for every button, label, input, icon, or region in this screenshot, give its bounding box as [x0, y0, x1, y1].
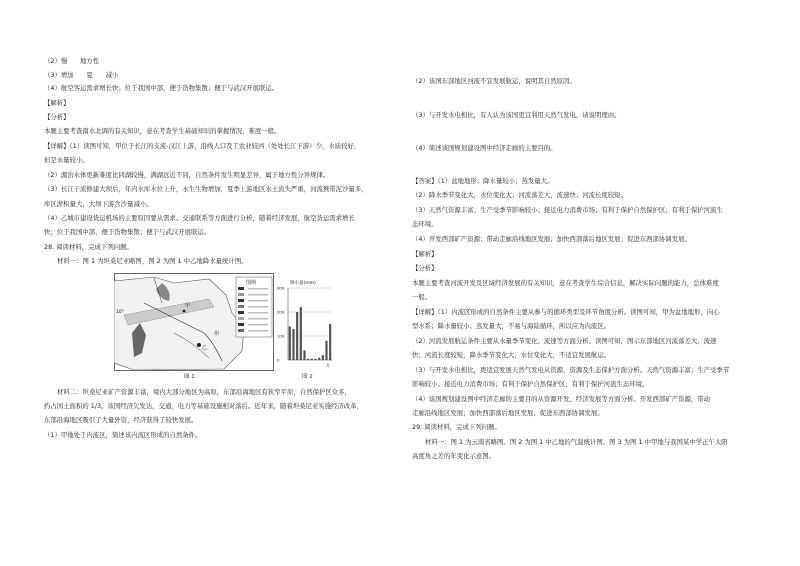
rainfall-chart [276, 278, 334, 370]
detail-3b: 库区淤积量大，大坝下游含沙量减小。 [44, 200, 153, 208]
detail-r-2a: （2）河流发展航运条件主要从水量季节变化、流速等方面分析。读图可知，图示东部地区河流落差大，流速 [412, 337, 717, 345]
bar-month-8 [314, 359, 316, 360]
detail-1: 【详解】（1）读图可知，甲位于长江的支流-汉江上游，沿线人口及工农业较丙（处处长江下游）少，水质较好， [44, 142, 361, 150]
jiexi-heading-2: 【解析】 [412, 250, 438, 258]
detail-r-1b: 型水系；降水量较小；蒸发量大，不易与海陆循环，所以应为内流区。 [412, 322, 611, 330]
detail-r-3a: （3）与开发水电相比，更适宜发展天然气发电从资源、资源及生态保护方面分析。天然气资源丰富；生产受季节 [412, 366, 730, 374]
figure-2-caption: 图 2 [302, 374, 313, 380]
analysis-intro-2b: 一般。 [412, 293, 432, 301]
map-svg [114, 273, 274, 371]
bar-month-10 [322, 355, 324, 360]
question-29: 29. 阅读材料，完成下列问题。 [412, 423, 501, 431]
y-tick-label: 100 [277, 333, 285, 339]
bar-month-6 [307, 359, 309, 360]
detail-4a: （4）乙城市建设货运机场的主要原因要从需求、交通联系等方面进行分析，随着经济发展，航空货运需求增长 [44, 214, 355, 222]
detail-r-4b: 走廊沿线地区发展；加快西部落后地区发展；促进东西部协调发展。 [412, 409, 604, 417]
tanzania-map [114, 273, 274, 371]
question-28-2: （2）该国东部地区河流不宜发展航运，说明其自然原因。 [412, 77, 576, 85]
place-jia: 甲 [185, 303, 191, 309]
question-28-1: （1）甲地处于内流区，简述该内流区形成的自然条件。 [44, 431, 202, 439]
detail-r-1a: 【详解】（1）内流区形成的自然条件主要从参与的循环类型及环节角度分析。读图可知，甲为盆地地形，向心 [412, 308, 720, 316]
answer-2: （2）降水季节变化大，水位变化大；河流落差大，流速快；河流长度较短。 [412, 191, 627, 199]
figure-1-caption: 图 1 [184, 374, 195, 380]
bar-month-7 [311, 359, 313, 360]
question-28: 28. 阅读材料，完成下列问题。 [44, 243, 133, 251]
chart-xlabel: 月 [326, 363, 330, 368]
bar-month-5 [303, 350, 305, 360]
place-tan: 坦 [214, 331, 220, 337]
jiexi-heading: 【解析】 [44, 99, 70, 107]
rainfall-chart-svg [276, 278, 334, 370]
material-2a: 材料二：坦桑尼亚矿产资源丰富，境内大部分地区为高原，东部沿海地区有狭窄平原，自然保护区众多， [57, 388, 351, 396]
chart-title: 降水量(mm) [290, 281, 316, 286]
answer-line-2: （2）慢 地方性 [44, 57, 100, 65]
detail-r-4a: （4）该国规划建设图中经济走廊的主要目的从资源开发、经济发展等方面分析。开发西部矿产资源，带动 [412, 395, 711, 403]
fenxi-heading-2: 【分析】 [412, 264, 438, 272]
bar-month-4 [300, 307, 302, 360]
bar-month-3 [296, 312, 298, 360]
detail-r-2b: 快；河流长度较短，降水季节变化大，水位变化大，不适宜发展航运。 [412, 351, 611, 359]
answer-3a: （3）天然气资源丰富；生产受季节影响较小；接近电力消费市场；有利于保护自然保护区；有利于保护河流生 [412, 206, 723, 214]
analysis-intro: 本题主要考查南水北调的有关知识，意在考查学生基础知识的掌握情况，难度一般。 [44, 127, 281, 135]
bar-month-12 [329, 324, 331, 360]
bar-month-1 [289, 326, 291, 360]
answer-3b: 态环境。 [412, 220, 438, 228]
bar-month-9 [318, 358, 320, 360]
material-2c: 东部沿海地区吸引了大量外资，经济获得了较快发展。 [44, 416, 198, 424]
material-2b: 约占国土面积的 1/3。该国经济欠发达，交通、电力等基础设施相对落后。近年来，随着坦桑尼亚实施经济改革， [44, 402, 364, 410]
question-28-3: （3）与开发水电相比，有人认为该国更宜利用天然气发电，请说明理由。 [412, 111, 621, 119]
detail-2: （2）源治水体更新难度比同湖较慢，满湖远近不同，自然条件发生明显差异，属于地方性分异规律。 [44, 171, 330, 179]
bar-month-2 [292, 329, 294, 360]
y-tick-label: 300 [277, 285, 285, 291]
answer-4: （4）开发西部矿产资源；带动走廊沿线地区发展；加快西部落后地区发展；促进东西部协调发展。 [412, 235, 691, 243]
fenxi-heading: 【分析】 [44, 113, 70, 121]
material-1: 材料一：图 1 为坦桑尼亚略图，图 2 为图 1 中乙地降水量统计图。 [57, 257, 248, 265]
answer-line-4: （4）航空客运需求增长快；位于我国中部，便于货物集散；便于与武汉开展联运。 [44, 84, 279, 92]
material-29a: 材料一：图 1 为云南省略图。图 2 为图 1 中乙地的气温统计图。图 3 为图 1 中甲地与我国某中学正午太阳 [425, 438, 728, 446]
detail-r-3b: 影响较小；接近电力消费市场；有利于保护自然保护区；有利于保护河流生态环境。 [412, 380, 649, 388]
analysis-intro-2a: 本题主要考查河流开发及区域经济发展的有关知识，意在考查学生综合信息，解决实际问题的能力，总体难度 [412, 279, 719, 287]
detail-1b: 但是水量较小。 [44, 156, 89, 164]
question-28-4: （4）简述该国规划建设图中经济走廊的主要目的。 [412, 144, 557, 152]
answer-line-3: （3）增加 夏 减小 [44, 71, 119, 79]
legend-title: 图例 [246, 280, 257, 286]
detail-3a: （3）长江干流修建大坝后，年内水库水位上升，水生生物增加，夏季上游地区水土流失严重，河流携带泥沙量多， [44, 185, 368, 193]
y-tick-label: 200 [277, 309, 285, 315]
bar-month-11 [325, 341, 327, 360]
lat-label: 10° [116, 310, 124, 315]
place-yi: 乙 [202, 345, 208, 351]
detail-4b: 快；位于我国中部，便于货物集散；便于与武汉开展联运。 [44, 228, 211, 236]
y-tick-label: 0 [277, 357, 280, 363]
answer-1: 【答案】（1）盆地地形；降水量较小；蒸发量大。 [412, 177, 554, 185]
material-29b: 高度角之差的年变化示意图。 [412, 452, 496, 460]
